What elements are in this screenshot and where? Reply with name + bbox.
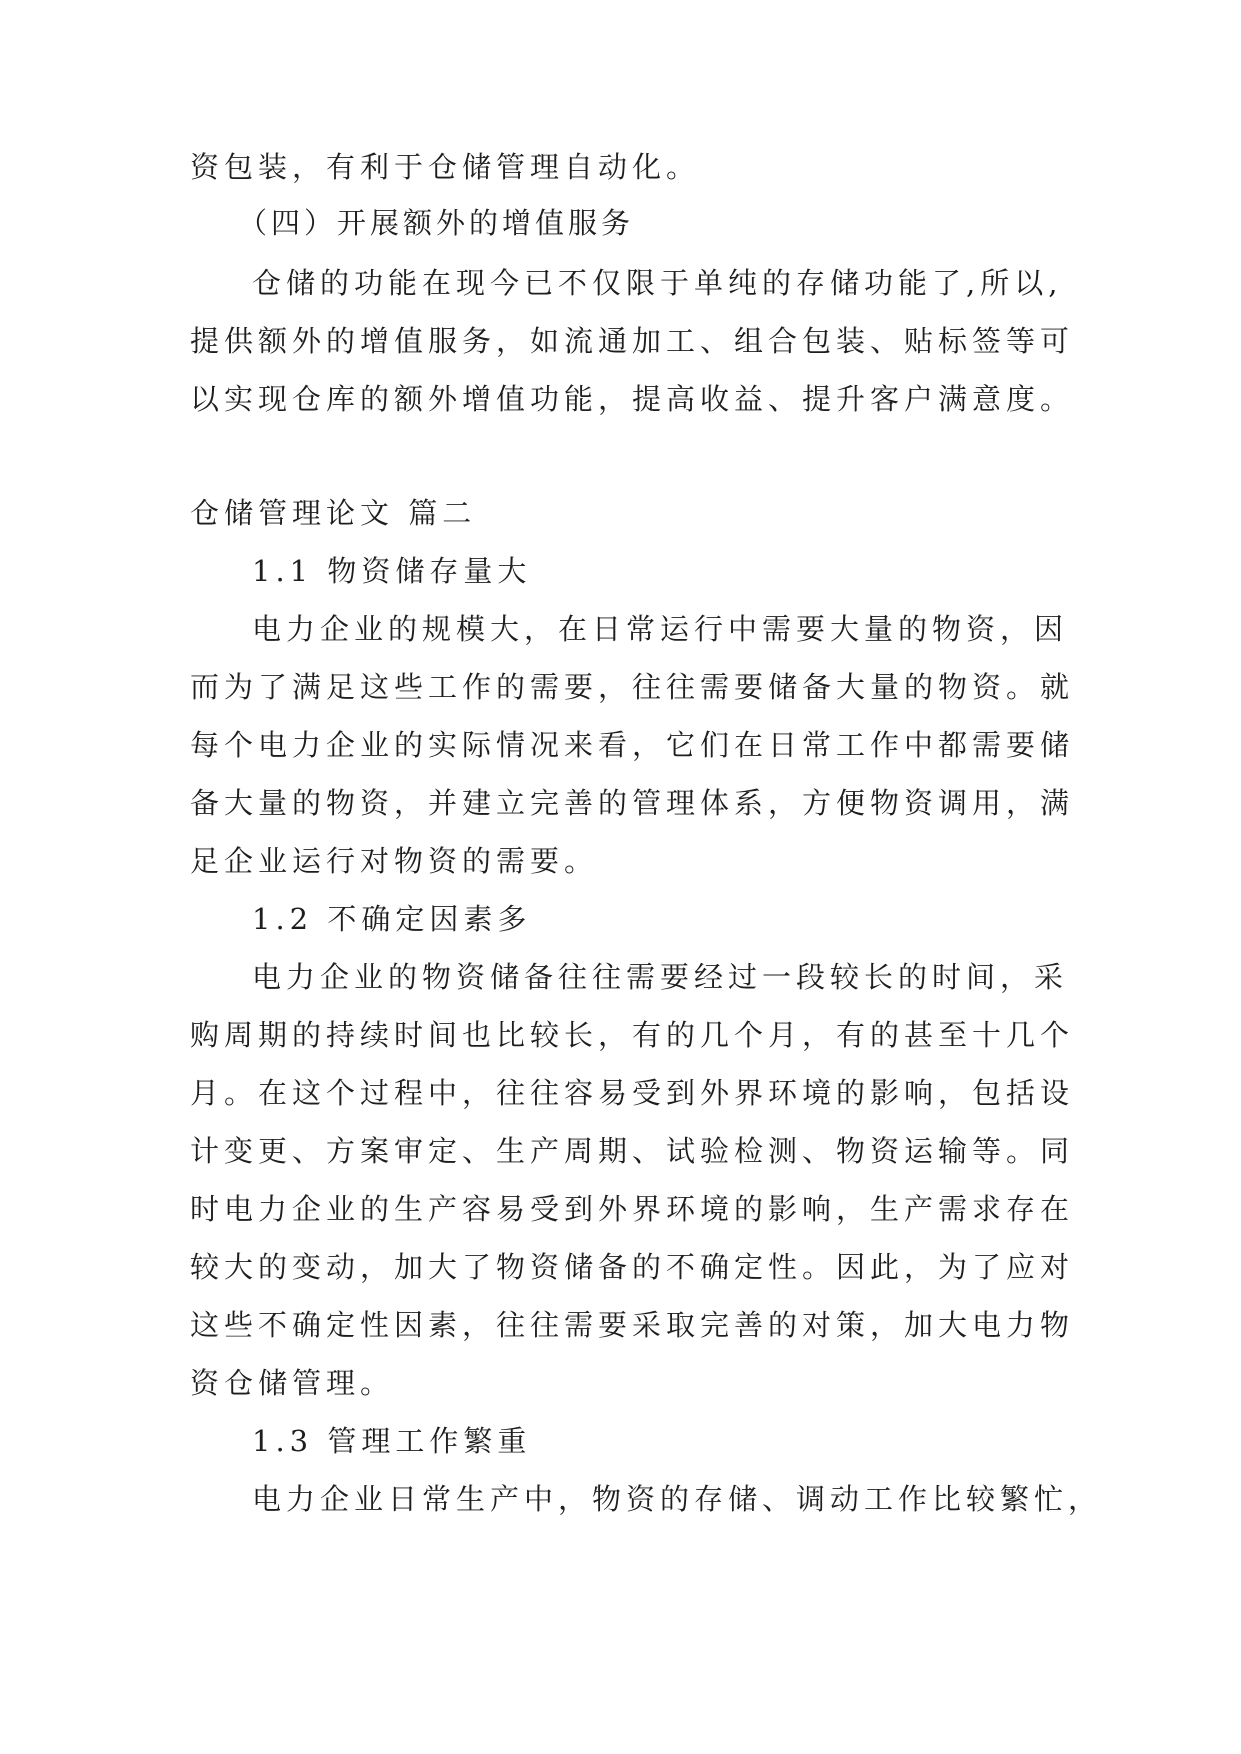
- paragraph-line: 每个电力企业的实际情况来看，它们在日常工作中都需要储: [190, 728, 1075, 762]
- paragraph-line: 提供额外的增值服务，如流通加工、组合包装、贴标签等可: [190, 324, 1075, 358]
- subheading: 1.3 管理工作繁重: [252, 1424, 532, 1458]
- paragraph-line: 电力企业日常生产中，物资的存储、调动工作比较繁忙，: [252, 1482, 1103, 1516]
- paragraph-line: 时电力企业的生产容易受到外界环境的影响，生产需求存在: [190, 1192, 1075, 1226]
- paragraph-line: 资包装，有利于仓储管理自动化。: [190, 150, 701, 184]
- paragraph-line: 备大量的物资，并建立完善的管理体系，方便物资调用，满: [190, 786, 1075, 820]
- paragraph-line: 而为了满足这些工作的需要，往往需要储备大量的物资。就: [190, 670, 1075, 704]
- paragraph-line: 足企业运行对物资的需要。: [190, 844, 599, 878]
- paragraph-line: 购周期的持续时间也比较长，有的几个月，有的甚至十几个: [190, 1018, 1075, 1052]
- paragraph-line: 以实现仓库的额外增值功能，提高收益、提升客户满意度。: [190, 382, 1075, 416]
- paragraph-line: 仓储的功能在现今已不仅限于单纯的存储功能了,所以,: [252, 266, 1063, 300]
- paragraph-line: 计变更、方案审定、生产周期、试验检测、物资运输等。同: [190, 1134, 1075, 1168]
- paragraph-line: 资仓储管理。: [190, 1366, 395, 1400]
- paragraph-line: 电力企业的物资储备往往需要经过一段较长的时间，采: [252, 960, 1069, 994]
- paragraph-line: 这些不确定性因素，往往需要采取完善的对策，加大电力物: [190, 1308, 1075, 1342]
- subheading: 1.2 不确定因素多: [252, 902, 532, 936]
- subheading: 1.1 物资储存量大: [252, 554, 532, 588]
- subheading: （四）开展额外的增值服务: [238, 206, 635, 240]
- paragraph-line: 月。在这个过程中，往往容易受到外界环境的影响，包括设: [190, 1076, 1075, 1110]
- paragraph-line: 电力企业的规模大，在日常运行中需要大量的物资，因: [252, 612, 1069, 646]
- paragraph-line: 较大的变动，加大了物资储备的不确定性。因此，为了应对: [190, 1250, 1075, 1284]
- section-title: 仓储管理论文 篇二: [190, 496, 477, 530]
